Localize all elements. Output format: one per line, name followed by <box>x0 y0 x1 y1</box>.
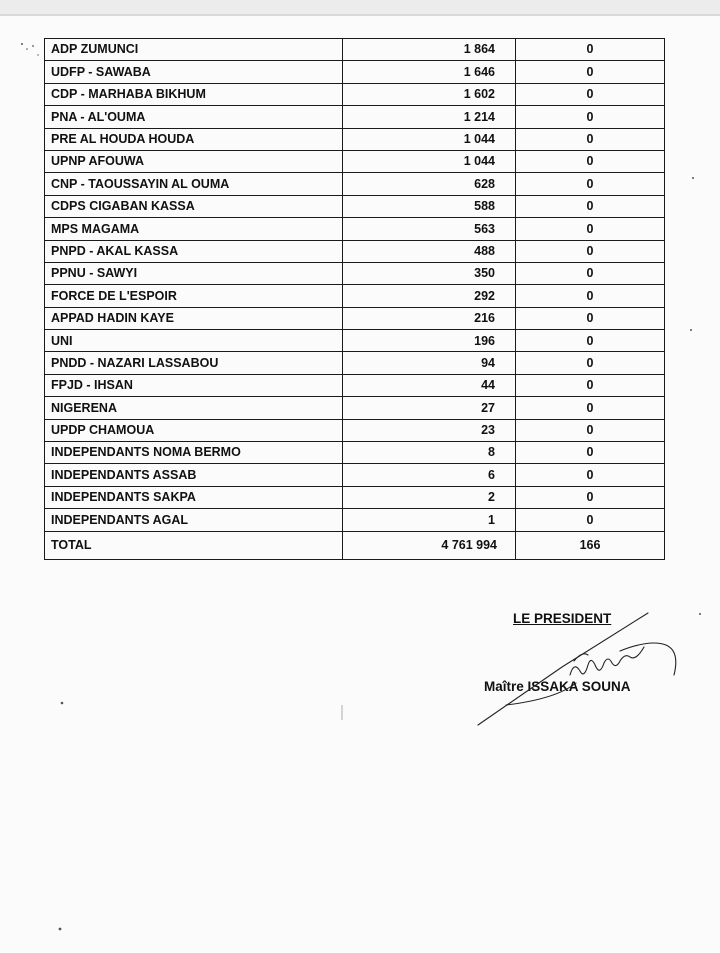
party-cell: APPAD HADIN KAYE <box>45 307 343 329</box>
party-cell: INDEPENDANTS SAKPA <box>45 486 343 508</box>
votes-cell: 196 <box>343 330 516 352</box>
party-cell: ADP ZUMUNCI <box>45 39 343 61</box>
seats-cell: 0 <box>516 262 665 284</box>
votes-cell: 563 <box>343 218 516 240</box>
party-cell: MPS MAGAMA <box>45 218 343 240</box>
votes-cell: 44 <box>343 374 516 396</box>
party-cell: PNPD - AKAL KASSA <box>45 240 343 262</box>
seats-cell: 0 <box>516 442 665 464</box>
votes-cell: 628 <box>343 173 516 195</box>
party-cell: PNA - AL'OUMA <box>45 106 343 128</box>
seats-cell: 0 <box>516 285 665 307</box>
party-cell: UPDP CHAMOUA <box>45 419 343 441</box>
seats-cell: 0 <box>516 397 665 419</box>
party-cell: CNP - TAOUSSAYIN AL OUMA <box>45 173 343 195</box>
seats-cell: 0 <box>516 61 665 83</box>
seats-cell: 0 <box>516 240 665 262</box>
seats-cell: 0 <box>516 173 665 195</box>
party-cell: FPJD - IHSAN <box>45 374 343 396</box>
seats-cell: 0 <box>516 128 665 150</box>
votes-cell: 1 864 <box>343 39 516 61</box>
seats-cell: 0 <box>516 509 665 531</box>
votes-cell: 1 044 <box>343 128 516 150</box>
seats-cell: 0 <box>516 195 665 217</box>
total-votes: 4 761 994 <box>343 531 516 559</box>
seats-cell: 0 <box>516 374 665 396</box>
votes-cell: 1 646 <box>343 61 516 83</box>
seats-cell: 0 <box>516 83 665 105</box>
seats-cell: 0 <box>516 39 665 61</box>
party-cell: UPNP AFOUWA <box>45 150 343 172</box>
seats-cell: 0 <box>516 486 665 508</box>
seats-cell: 0 <box>516 307 665 329</box>
party-cell: FORCE DE L'ESPOIR <box>45 285 343 307</box>
seats-cell: 0 <box>516 150 665 172</box>
seats-cell: 0 <box>516 218 665 240</box>
votes-cell: 588 <box>343 195 516 217</box>
votes-cell: 1 <box>343 509 516 531</box>
party-cell: PNDD - NAZARI LASSABOU <box>45 352 343 374</box>
party-cell: INDEPENDANTS AGAL <box>45 509 343 531</box>
seats-cell: 0 <box>516 330 665 352</box>
party-cell: CDPS CIGABAN KASSA <box>45 195 343 217</box>
votes-cell: 292 <box>343 285 516 307</box>
total-label: TOTAL <box>45 531 343 559</box>
party-cell: PRE AL HOUDA HOUDA <box>45 128 343 150</box>
votes-cell: 488 <box>343 240 516 262</box>
votes-cell: 6 <box>343 464 516 486</box>
total-seats: 166 <box>516 531 665 559</box>
votes-cell: 1 602 <box>343 83 516 105</box>
party-cell: UDFP - SAWABA <box>45 61 343 83</box>
party-cell: UNI <box>45 330 343 352</box>
seats-cell: 0 <box>516 106 665 128</box>
party-cell: CDP - MARHABA BIKHUM <box>45 83 343 105</box>
party-cell: INDEPENDANTS NOMA BERMO <box>45 442 343 464</box>
votes-cell: 2 <box>343 486 516 508</box>
votes-cell: 1 044 <box>343 150 516 172</box>
seats-cell: 0 <box>516 464 665 486</box>
seats-cell: 0 <box>516 352 665 374</box>
votes-cell: 350 <box>343 262 516 284</box>
votes-cell: 8 <box>343 442 516 464</box>
president-name: Maître ISSAKA SOUNA <box>484 679 631 694</box>
seats-cell: 0 <box>516 419 665 441</box>
party-cell: NIGERENA <box>45 397 343 419</box>
party-cell: PPNU - SAWYI <box>45 262 343 284</box>
votes-cell: 94 <box>343 352 516 374</box>
votes-cell: 1 214 <box>343 106 516 128</box>
votes-cell: 23 <box>343 419 516 441</box>
president-title: LE PRESIDENT <box>513 611 612 626</box>
votes-cell: 216 <box>343 307 516 329</box>
party-cell: INDEPENDANTS ASSAB <box>45 464 343 486</box>
votes-cell: 27 <box>343 397 516 419</box>
